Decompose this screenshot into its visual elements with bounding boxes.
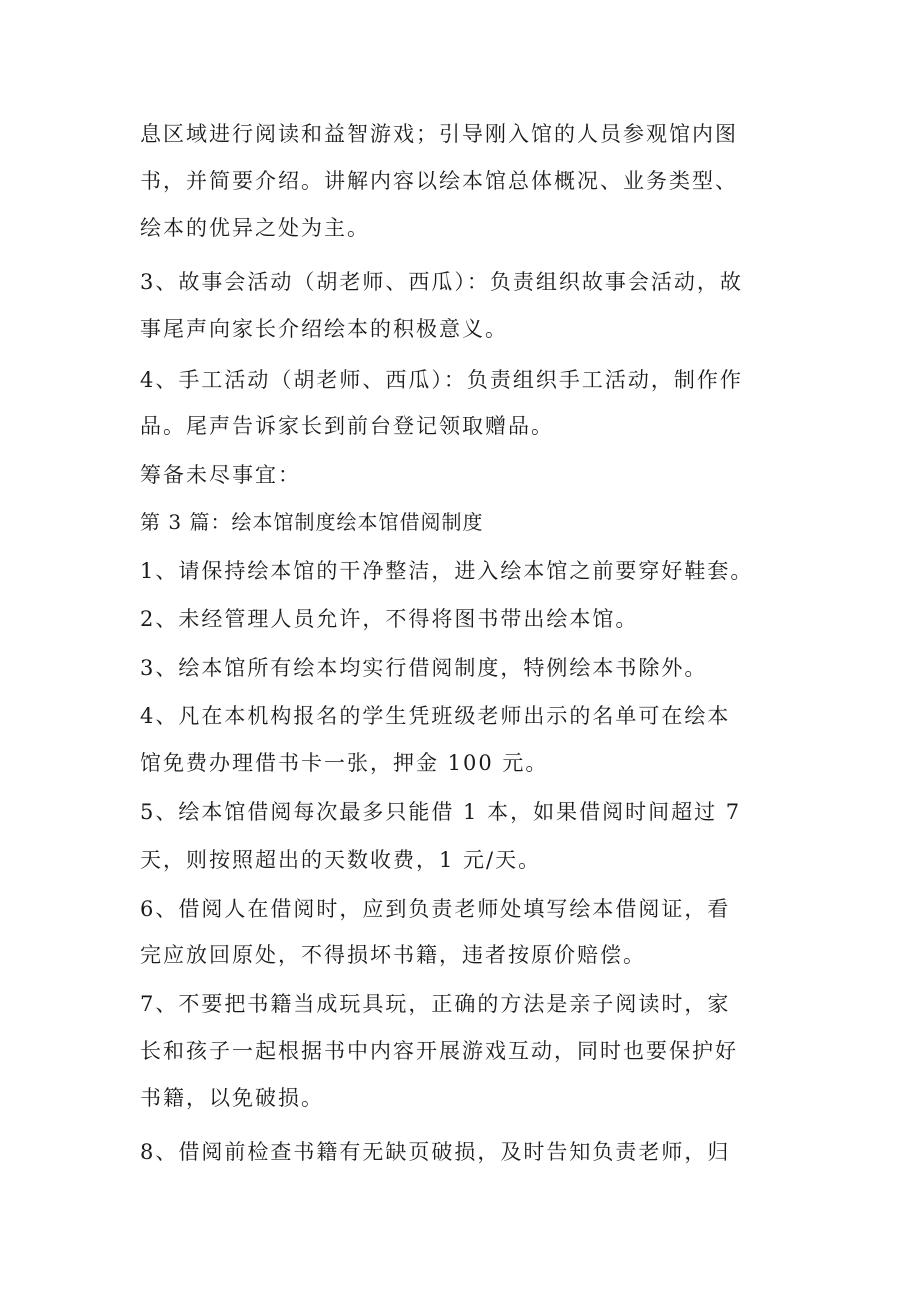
text-line: 6、借阅人在借阅时，应到负责老师处填写绘本借阅证，看	[140, 897, 731, 921]
section-title: 第 3 篇：绘本馆制度绘本馆借阅制度	[140, 510, 484, 534]
text-line: 长和孩子一起根据书中内容开展游戏互动，同时也要保护好	[140, 1039, 738, 1063]
text-line: 4、手工活动（胡老师、西瓜）：负责组织手工活动，制作作	[140, 368, 743, 392]
text-line: 天，则按照超出的天数收费，1 元/天。	[140, 848, 542, 872]
text-line: 书，并简要介绍。讲解内容以绘本馆总体概况、业务类型、	[140, 169, 738, 193]
text-line: 馆免费办理借书卡一张，押金 100 元。	[140, 751, 549, 775]
text-line: 4、凡在本机构报名的学生凭班级老师出示的名单可在绘本	[140, 704, 731, 728]
text-line: 筹备未尽事宜：	[140, 463, 301, 487]
text-line: 绘本的优异之处为主。	[140, 216, 370, 240]
text-line: 3、绘本馆所有绘本均实行借阅制度，特例绘本书除外。	[140, 656, 708, 680]
text-line: 3、故事会活动（胡老师、西瓜）：负责组织故事会活动，故	[140, 270, 743, 294]
text-line: 8、借阅前检查书籍有无缺页破损，及时告知负责老师，归	[140, 1140, 731, 1164]
text-line: 7、不要把书籍当成玩具玩，正确的方法是亲子阅读时，家	[140, 992, 731, 1016]
text-line: 完应放回原处，不得损坏书籍，违者按原价赔偿。	[140, 943, 646, 967]
text-line: 事尾声向家长介绍绘本的积极意义。	[140, 317, 508, 341]
text-line: 1、请保持绘本馆的干净整洁，进入绘本馆之前要穿好鞋套。	[140, 559, 754, 583]
text-line: 2、未经管理人员允许，不得将图书带出绘本馆。	[140, 607, 639, 631]
text-line: 书籍，以免破损。	[140, 1086, 324, 1110]
text-line: 品。尾声告诉家长到前台登记领取赠品。	[140, 414, 554, 438]
text-line: 5、绘本馆借阅每次最多只能借 1 本，如果借阅时间超过 7	[140, 800, 742, 824]
text-line: 息区域进行阅读和益智游戏；引导刚入馆的人员参观馆内图	[140, 122, 738, 146]
